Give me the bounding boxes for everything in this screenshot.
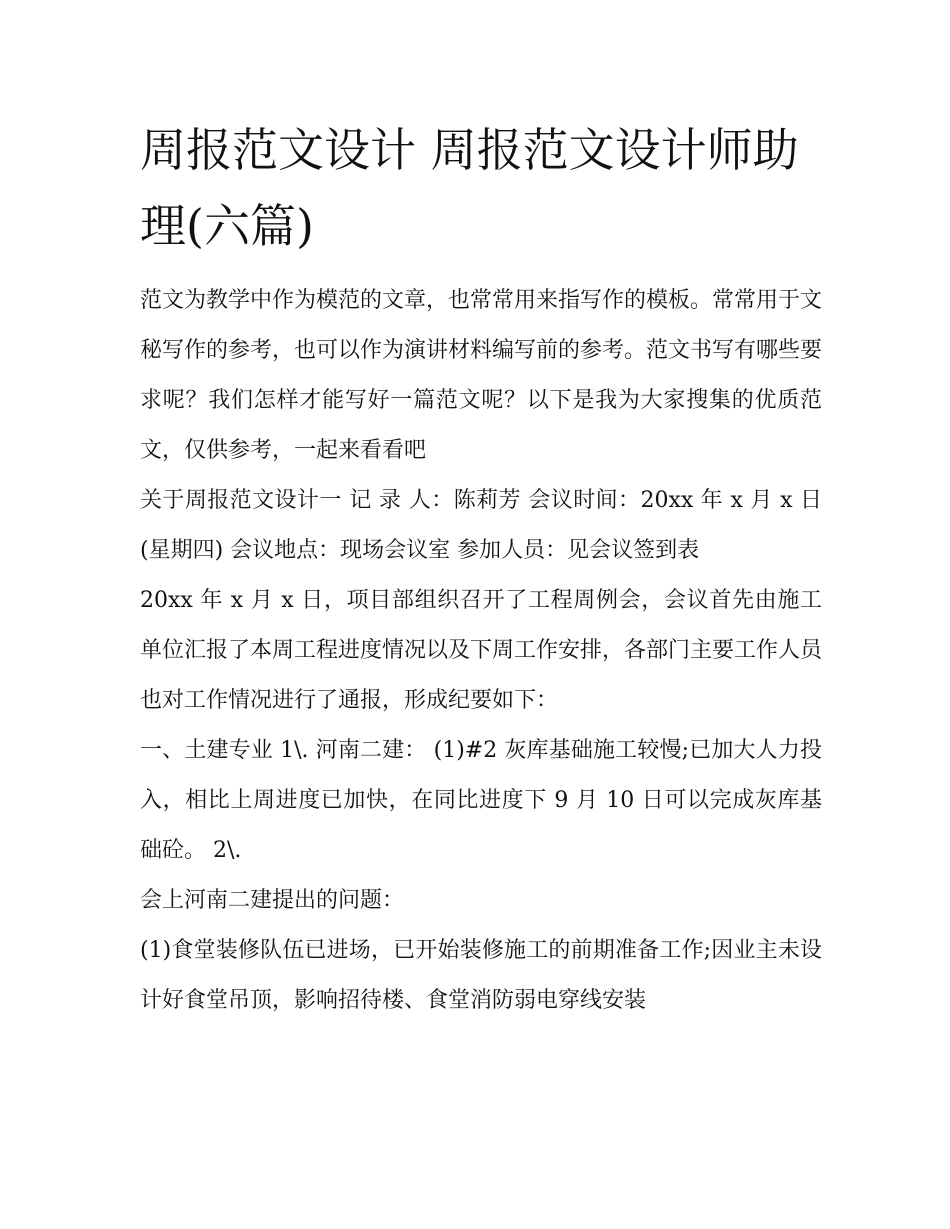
document-title: 周报范文设计 周报范文设计师助理(六篇) bbox=[140, 123, 799, 253]
document-body bbox=[140, 276, 822, 1026]
issues-heading-paragraph: 会上河南二建提出的问题： bbox=[140, 888, 405, 913]
issue-item-paragraph: (1)食堂装修队伍已进场，已开始装修施工的前期准备工作;因业主未设计好食堂吊顶，影响招待楼、食堂消防弱电穿线安装 bbox=[140, 938, 822, 1013]
civil-section-paragraph: 一、土建专业 1\. 河南二建： (1)#2 灰库基础施工较慢;已加大人力投入，相比上周进度已加快，在同比进度下 9 月 10 日可以完成灰库基础砼。 2\. bbox=[140, 738, 822, 863]
meeting-info-paragraph: 关于周报范文设计一 记 录 人：陈莉芳 会议时间：20xx 年 x 月 x 日(星期四) 会议地点：现场会议室 参加人员：见会议签到表 bbox=[140, 488, 822, 563]
intro-paragraph: 范文为教学中作为模范的文章，也常常用来指写作的模板。常常用于文秘写作的参考，也可以作为演讲材料编写前的参考。范文书写有哪些要求呢？我们怎样才能写好一篇范文呢？以下是我为大家搜集的优质范文，仅供参考，一起来看看吧 bbox=[140, 288, 823, 463]
meeting-summary-paragraph: 20xx 年 x 月 x 日，项目部组织召开了工程周例会，会议首先由施工单位汇报了本周工程进度情况以及下周工作安排，各部门主要工作人员也对工作情况进行了通报，形成纪要如下： bbox=[140, 588, 823, 713]
